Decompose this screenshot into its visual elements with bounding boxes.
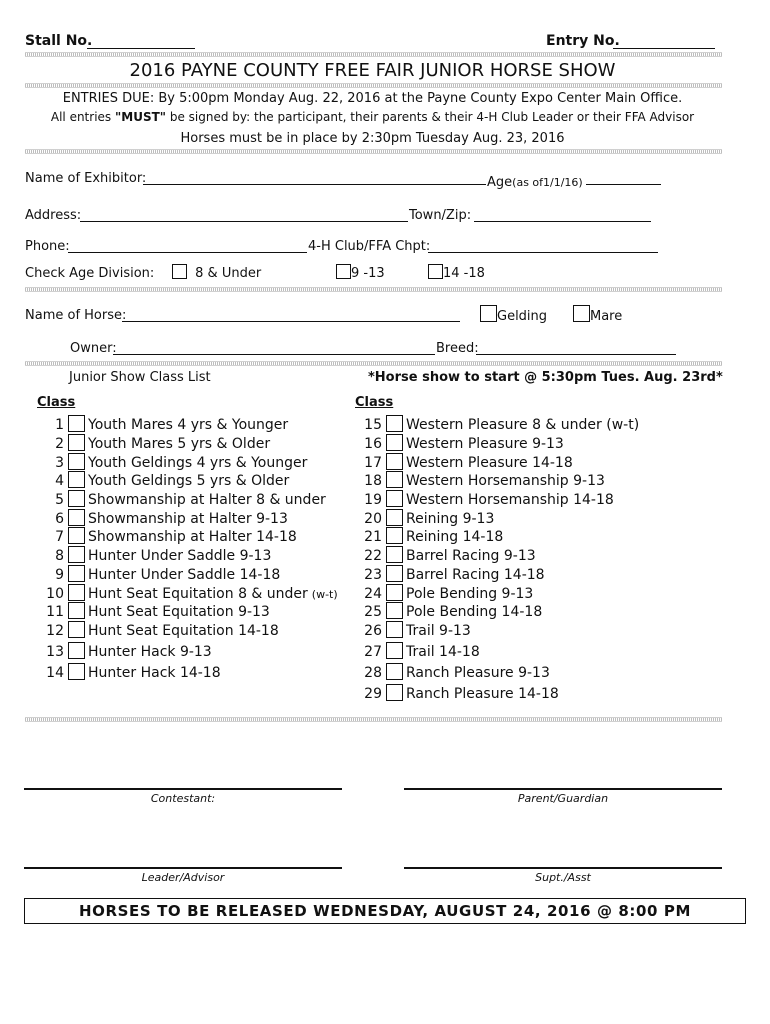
class-heading-right: Class — [355, 395, 394, 410]
class-name: Barrel Racing 9-13 — [406, 548, 536, 564]
release-notice: HORSES TO BE RELEASED WEDNESDAY, AUGUST 24, 2016 @ 8:00 PM — [24, 898, 746, 924]
class-checkbox[interactable] — [68, 642, 85, 659]
class-item[interactable] — [362, 621, 471, 640]
class-name: Hunter Hack 14-18 — [88, 665, 221, 681]
owner-field[interactable] — [113, 339, 435, 355]
town-zip-label: Town/Zip: — [409, 208, 472, 223]
class-name: Hunter Under Saddle 14-18 — [88, 567, 281, 583]
class-name: Western Horsemanship 14-18 — [406, 492, 614, 508]
age-label-group: Age(as of1/1/16) — [487, 175, 583, 190]
class-name: Hunter Hack 9-13 — [88, 644, 212, 660]
class-number: 12 — [46, 623, 64, 639]
horse-name-field[interactable] — [122, 306, 460, 322]
class-number: 6 — [55, 511, 64, 527]
class-number: 4 — [55, 473, 64, 489]
class-number: 22 — [364, 548, 382, 564]
class-note: (w-t) — [311, 588, 338, 601]
class-checkbox[interactable] — [386, 527, 403, 544]
class-name: Pole Bending 9-13 — [406, 586, 534, 602]
class-checkbox[interactable] — [68, 546, 85, 563]
class-checkbox[interactable] — [68, 527, 85, 544]
entries-due-notice: ENTRIES DUE: By 5:00pm Monday Aug. 22, 2016 at the Payne County Expo Center Main Office. — [62, 91, 683, 106]
stall-label: Stall No. — [25, 33, 93, 49]
entries-due-date: Monday Aug. 22, 2016 — [233, 91, 381, 106]
class-checkbox[interactable] — [386, 621, 403, 638]
class-item[interactable] — [28, 565, 280, 584]
class-checkbox[interactable] — [68, 565, 85, 582]
checkbox[interactable] — [336, 264, 351, 279]
class-item[interactable] — [28, 642, 212, 661]
must-word: "MUST" — [115, 110, 167, 124]
class-number: 7 — [55, 529, 64, 545]
class-number: 1 — [55, 417, 64, 433]
class-checkbox[interactable] — [386, 565, 403, 582]
class-number: 10 — [46, 586, 64, 602]
class-number: 25 — [364, 604, 382, 620]
club-field[interactable] — [428, 237, 658, 253]
class-item[interactable] — [28, 621, 279, 640]
class-name: Hunter Under Saddle 9-13 — [88, 548, 272, 564]
class-item[interactable] — [362, 602, 542, 621]
age-division-14-18[interactable]: 14 -18 — [428, 264, 485, 281]
exhibitor-label: Name of Exhibitor: — [25, 171, 147, 186]
divider — [25, 149, 722, 154]
class-item[interactable] — [362, 684, 559, 703]
class-item[interactable] — [362, 471, 605, 490]
class-checkbox[interactable] — [68, 490, 85, 507]
class-item[interactable] — [28, 471, 289, 490]
parent-label: Parent/Guardian — [517, 792, 609, 805]
class-name: Youth Mares 5 yrs & Older — [88, 436, 271, 452]
class-item[interactable] — [28, 415, 288, 434]
supt-label: Supt./Asst — [535, 871, 591, 884]
class-name: Western Horsemanship 9-13 — [406, 473, 605, 489]
class-checkbox[interactable] — [386, 471, 403, 488]
class-name: Hunt Seat Equitation 9-13 — [88, 604, 270, 620]
contestant-signature-line[interactable] — [24, 788, 342, 790]
class-checkbox[interactable] — [386, 584, 403, 601]
divider — [25, 361, 722, 366]
class-number: 29 — [364, 686, 382, 702]
class-number: 16 — [364, 436, 382, 452]
class-item[interactable] — [362, 546, 536, 565]
class-checkbox[interactable] — [386, 663, 403, 680]
class-number: 2 — [55, 436, 64, 452]
class-checkbox[interactable] — [68, 584, 85, 601]
divider — [25, 83, 722, 88]
class-checkbox[interactable] — [386, 415, 403, 432]
class-name: Hunt Seat Equitation 14-18 — [88, 623, 279, 639]
class-checkbox[interactable] — [68, 663, 85, 680]
class-number: 19 — [364, 492, 382, 508]
class-name: Trail 14-18 — [406, 644, 480, 660]
class-number: 15 — [364, 417, 382, 433]
class-item[interactable] — [28, 434, 270, 453]
contestant-label: Contestant: — [150, 792, 216, 805]
exhibitor-name-field[interactable] — [143, 169, 486, 185]
class-item[interactable] — [362, 565, 545, 584]
class-checkbox[interactable] — [68, 453, 85, 470]
class-number: 23 — [364, 567, 382, 583]
class-item[interactable] — [28, 509, 288, 528]
gelding-option[interactable]: Gelding — [480, 305, 547, 324]
class-checkbox[interactable] — [68, 434, 85, 451]
class-number: 28 — [364, 665, 382, 681]
address-label: Address: — [25, 208, 82, 223]
class-item[interactable] — [362, 527, 503, 546]
class-name: Showmanship at Halter 9-13 — [88, 511, 288, 527]
age-division-label: Check Age Division: — [25, 266, 155, 281]
class-number: 18 — [364, 473, 382, 489]
class-checkbox[interactable] — [68, 621, 85, 638]
divider — [25, 287, 722, 292]
class-number: 8 — [55, 548, 64, 564]
class-number: 14 — [46, 665, 64, 681]
class-checkbox[interactable] — [386, 546, 403, 563]
class-item[interactable] — [28, 490, 326, 509]
class-name: Ranch Pleasure 9-13 — [406, 665, 550, 681]
class-item[interactable] — [362, 434, 564, 453]
class-item[interactable] — [362, 453, 573, 472]
show-start-notice: *Horse show to start @ 5:30pm Tues. Aug. 23rd* — [368, 370, 723, 385]
town-zip-field[interactable] — [474, 206, 651, 222]
class-checkbox[interactable] — [68, 602, 85, 619]
horses-in-place-notice: Horses must be in place by 2:30pm Tuesday Aug. 23, 2016 — [180, 131, 565, 146]
class-name: Hunt Seat Equitation 8 & under — [88, 586, 308, 602]
class-number: 20 — [364, 511, 382, 527]
class-item[interactable] — [362, 415, 639, 434]
age-division-9-13[interactable]: 9 -13 — [336, 264, 385, 281]
class-checkbox[interactable] — [386, 684, 403, 701]
class-item[interactable] — [362, 490, 614, 509]
page-title: 2016 PAYNE COUNTY FREE FAIR JUNIOR HORSE SHOW — [129, 60, 616, 81]
class-number: 27 — [364, 644, 382, 660]
stall-number-field[interactable] — [87, 33, 195, 49]
class-checkbox[interactable] — [386, 602, 403, 619]
class-number: 11 — [46, 604, 64, 620]
checkbox[interactable] — [480, 305, 497, 322]
class-number: 26 — [364, 623, 382, 639]
class-name: Pole Bending 14-18 — [406, 604, 543, 620]
class-item[interactable] — [28, 546, 271, 565]
age-division-8-under[interactable]: 8 & Under — [172, 264, 261, 281]
class-item[interactable] — [28, 453, 307, 472]
entry-number-field[interactable] — [613, 33, 715, 49]
class-item[interactable] — [28, 527, 297, 546]
class-checkbox[interactable] — [68, 415, 85, 432]
class-name: Western Pleasure 8 & under (w-t) — [406, 417, 640, 433]
age-field[interactable] — [586, 169, 661, 185]
supt-signature-line[interactable] — [404, 867, 722, 869]
parent-signature-line[interactable] — [404, 788, 722, 790]
checkbox[interactable] — [428, 264, 443, 279]
class-checkbox[interactable] — [386, 434, 403, 451]
class-name: Showmanship at Halter 14-18 — [88, 529, 297, 545]
class-number: 5 — [55, 492, 64, 508]
class-number: 17 — [364, 455, 382, 471]
entry-label: Entry No. — [546, 33, 620, 49]
checkbox[interactable] — [172, 264, 187, 279]
breed-label: Breed: — [436, 341, 479, 356]
class-name: Reining 9-13 — [406, 511, 495, 527]
leader-signature-line[interactable] — [24, 867, 342, 869]
signature-requirement: All entries "MUST" be signed by: the participant, their parents & their 4-H Club Leader or their FFA Advisor — [50, 110, 695, 124]
class-checkbox[interactable] — [386, 490, 403, 507]
class-item[interactable] — [28, 663, 221, 682]
entries-due-label: ENTRIES DUE: — [62, 91, 155, 106]
class-name: Western Pleasure 14-18 — [406, 455, 573, 471]
class-name: Youth Mares 4 yrs & Younger — [88, 417, 289, 433]
owner-label: Owner: — [70, 341, 117, 356]
class-number: 21 — [364, 529, 382, 545]
class-item[interactable] — [362, 663, 550, 682]
mare-option[interactable]: Mare — [573, 305, 622, 324]
phone-label: Phone: — [25, 239, 70, 254]
class-checkbox[interactable] — [386, 642, 403, 659]
class-number: 13 — [46, 644, 64, 660]
class-checkbox[interactable] — [68, 509, 85, 526]
class-name: Youth Geldings 5 yrs & Older — [88, 473, 290, 489]
class-checkbox[interactable] — [386, 453, 403, 470]
class-number: 3 — [55, 455, 64, 471]
checkbox[interactable] — [573, 305, 590, 322]
address-field[interactable] — [80, 206, 408, 222]
class-heading-left: Class — [37, 395, 76, 410]
class-checkbox[interactable] — [386, 509, 403, 526]
phone-field[interactable] — [68, 237, 307, 253]
club-label: 4-H Club/FFA Chpt: — [308, 239, 431, 254]
class-item[interactable] — [362, 509, 494, 528]
class-name: Youth Geldings 4 yrs & Younger — [88, 455, 308, 471]
class-item[interactable] — [28, 602, 270, 621]
class-number: 9 — [55, 567, 64, 583]
divider — [25, 717, 722, 722]
class-item[interactable] — [28, 584, 338, 603]
class-name: Reining 14-18 — [406, 529, 504, 545]
class-checkbox[interactable] — [68, 471, 85, 488]
leader-label: Leader/Advisor — [141, 871, 225, 884]
class-name: Barrel Racing 14-18 — [406, 567, 545, 583]
class-name: Ranch Pleasure 14-18 — [406, 686, 559, 702]
class-item[interactable] — [362, 642, 480, 661]
divider — [25, 52, 722, 57]
class-list-heading: Junior Show Class List — [69, 370, 211, 385]
class-name: Showmanship at Halter 8 & under — [88, 492, 326, 508]
class-item[interactable] — [362, 584, 533, 603]
horse-name-label: Name of Horse: — [25, 308, 127, 323]
class-name: Western Pleasure 9-13 — [406, 436, 564, 452]
class-name: Trail 9-13 — [406, 623, 471, 639]
breed-field[interactable] — [476, 339, 676, 355]
class-number: 24 — [364, 586, 382, 602]
